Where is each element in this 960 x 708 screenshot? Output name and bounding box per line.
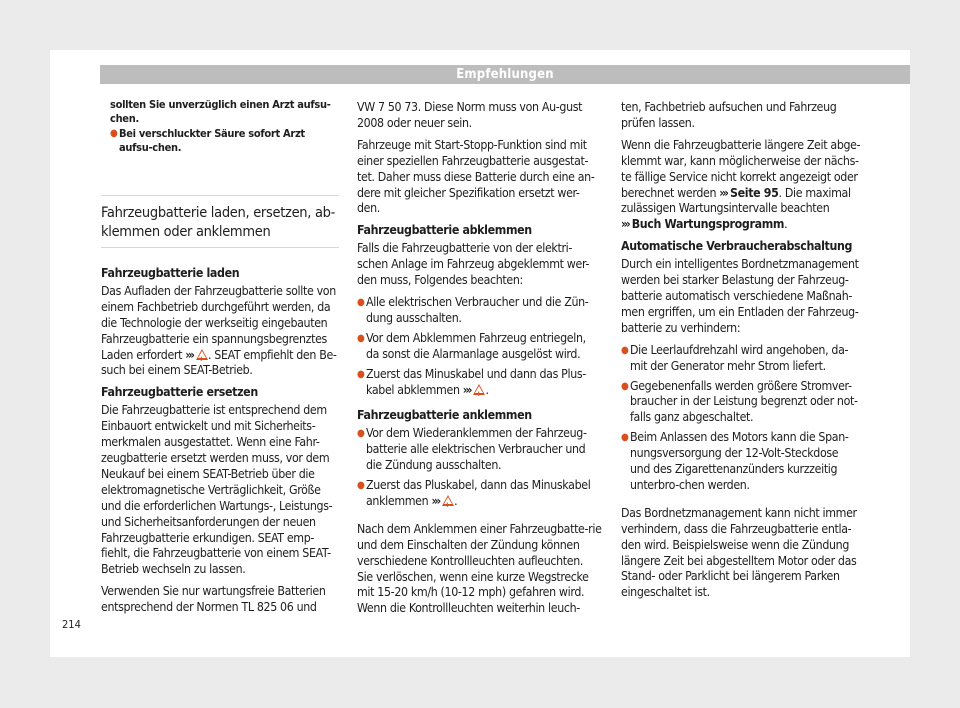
- arrow-ref-icon[interactable]: ›››: [462, 382, 471, 397]
- section-heading: [101, 195, 339, 248]
- arrow-ref-icon[interactable]: ›››: [431, 493, 440, 508]
- section-header: Empfehlungen: [100, 65, 910, 84]
- bullet-icon: ●: [357, 296, 365, 308]
- paragraph-norm-cont: VW 7 50 73. Diese Norm muss von Au-gust 2008 oder neuer sein.: [357, 100, 583, 130]
- arrow-ref-icon[interactable]: ›››: [621, 217, 629, 232]
- column-1: [101, 94, 339, 622]
- paragraph-laden: Das Aufladen der Fahrzeugbatterie sollte von einem Fachbetrieb durchgeführt werden, da die Technologie der werkseitig eingebauten Fahrzeugbatterie ein spannungsbegrenztes Laden erfordert ›››! . SEAT empfiehlt den Be-such bei einem SEAT-Betrieb.: [101, 284, 339, 379]
- paragraph-final: Das Bordnetzmanagement kann nicht immer verhindern, dass die Fahrzeugbatterie entla-den wird. Beispielsweise wenn die Zündung längere Zeit bei abgestelltem Motor oder das Stand- oder Parklicht bei längerem Parken eingeschaltet ist.: [621, 505, 857, 600]
- list-item: ● Gegebenenfalls werden größere Stromver-braucher in der Leistung begrenzt oder not-falls ganz abgeschaltet.: [621, 378, 858, 425]
- paragraph-abklemmen: Falls die Fahrzeugbatterie von der elektri-schen Anlage im Fahrzeug abgeklemmt wer-den muss, Folgendes beachten:: [357, 241, 590, 288]
- arrow-ref-icon[interactable]: ›››: [719, 185, 727, 200]
- paragraph-startstop: Fahrzeuge mit Start-Stopp-Funktion sind mit einer speziellen Fahrzeugbatterie ausgestat-tet. Daher muss diese Batterie durch eine an-dere mit gleicher Spezifikation ersetzt wer-den.: [357, 137, 595, 216]
- warning-triangle-icon[interactable]: [196, 349, 208, 360]
- column-3: [621, 100, 861, 607]
- page-ref-link[interactable]: Seite 95: [729, 185, 779, 200]
- book-ref-link[interactable]: Buch Wartungsprogramm: [631, 217, 785, 232]
- list-item: ● Vor dem Wiederanklemmen der Fahrzeug-batterie alle elektrischen Verbraucher und die Zündung ausschalten.: [357, 426, 587, 473]
- bullet-icon: ●: [621, 344, 629, 356]
- bullet-icon: ●: [357, 480, 365, 492]
- bullet-icon: ●: [357, 428, 365, 440]
- subheading-anklemmen: Fahrzeugbatterie anklemmen: [357, 408, 532, 423]
- subheading-ersetzen: Fahrzeugbatterie ersetzen: [101, 385, 258, 400]
- list-item: ● Die Leerlaufdrehzahl wird angehoben, da-mit der Generator mehr Strom liefert.: [621, 342, 849, 373]
- bullet-icon: ●: [110, 128, 118, 139]
- paragraph-norm: Verwenden Sie nur wartungsfreie Batterien entsprechend der Normen TL 825 06 und: [101, 584, 326, 615]
- bullet-icon: ●: [621, 380, 629, 392]
- page-number: 214: [62, 618, 81, 631]
- list-item: ● Beim Anlassen des Motors kann die Span-nungsversorgung der 12-Volt-Steckdose und des Zigarettenanzünders kurzzeitig unterbro-chen werden.: [621, 430, 849, 492]
- paragraph-cont: ten, Fachbetrieb aufsuchen und Fahrzeug prüfen lassen.: [621, 100, 837, 130]
- paragraph-auto: Durch ein intelligentes Bordnetzmanagement werden bei starker Belastung der Fahrzeug-batterie automatisch verschiedene Maßnah-men ergriffen, um ein Entladen der Fahrzeug-batterie zu verhindern:: [621, 257, 859, 335]
- paragraph-ersetzen: Die Fahrzeugbatterie ist entsprechend dem Einbauort entwickelt und mit Sicherheits-merkmalen ausgestattet. Wenn eine Fahr-zeugbatterie ersetzt werden muss, vor dem Neukauf bei einem SEAT-Betrieb über die elektromagnetische Verträglichkeit, Größe und die erforderlichen Wartungs-, Leistungs- und Sicherheitsanforderungen der neuen Fahrzeugbatterie erkundigen. SEAT emp-fiehlt, die Fahrzeugbatterie von einem SEAT-Betrieb wechseln zu lassen.: [101, 403, 333, 577]
- bullet-icon: ●: [357, 332, 365, 344]
- warning-continuation: [101, 98, 339, 155]
- bullet-icon: ●: [357, 368, 365, 380]
- warning-text: sollten Sie unverzüglich einen Arzt aufsu-chen.: [110, 98, 331, 125]
- list-item: ● Zuerst das Minuskabel und dann das Plus-kabel abklemmen ›››! .: [357, 367, 602, 399]
- warning-triangle-icon[interactable]: [442, 495, 454, 506]
- manual-page: [50, 50, 910, 657]
- subheading-laden: Fahrzeugbatterie laden: [101, 266, 240, 280]
- paragraph-abgeklemmt: Wenn die Fahrzeugbatterie längere Zeit abge-klemmt war, kann möglicherweise der nächs-te fällige Service nicht korrekt angezeigt oder berechnet werden ››› Seite 95. Die maximal zulässigen Wartungsintervalle beachten ››› Buch Wartungsprogramm.: [621, 137, 861, 232]
- subheading-auto: Automatische Verbraucherabschaltung: [621, 239, 853, 254]
- warning-triangle-icon[interactable]: [473, 384, 485, 395]
- column-2: [357, 100, 602, 623]
- arrow-ref-icon[interactable]: ›››: [185, 347, 193, 362]
- bullet-icon: ●: [621, 432, 629, 444]
- section-heading-text: Fahrzeugbatterie laden, ersetzen, ab-klemmen oder anklemmen: [101, 205, 336, 240]
- list-item: ● Alle elektrischen Verbraucher und die Zün-dung ausschalten.: [357, 294, 589, 325]
- subheading-abklemmen: Fahrzeugbatterie abklemmen: [357, 223, 532, 238]
- paragraph-nach: Nach dem Anklemmen einer Fahrzeugbatte-rie und dem Einschalten der Zündung können verschiedene Kontrollleuchten aufleuchten. Sie verlöschen, wenn eine kurze Wegstrecke mit 15-20 km/h (10-12 mph) gefahren wird. Wenn die Kontrollleuchten weiterhin leuch-: [357, 521, 602, 616]
- list-item: ● Zuerst das Pluskabel, dann das Minuskabel anklemmen ›››! .: [357, 478, 602, 510]
- list-item: ● Vor dem Abklemmen Fahrzeug entriegeln, da sonst die Alarmanlage ausgelöst wird.: [357, 330, 586, 361]
- warning-bullet: ● Bei verschluckter Säure sofort Arzt aufsu-chen.: [110, 127, 305, 154]
